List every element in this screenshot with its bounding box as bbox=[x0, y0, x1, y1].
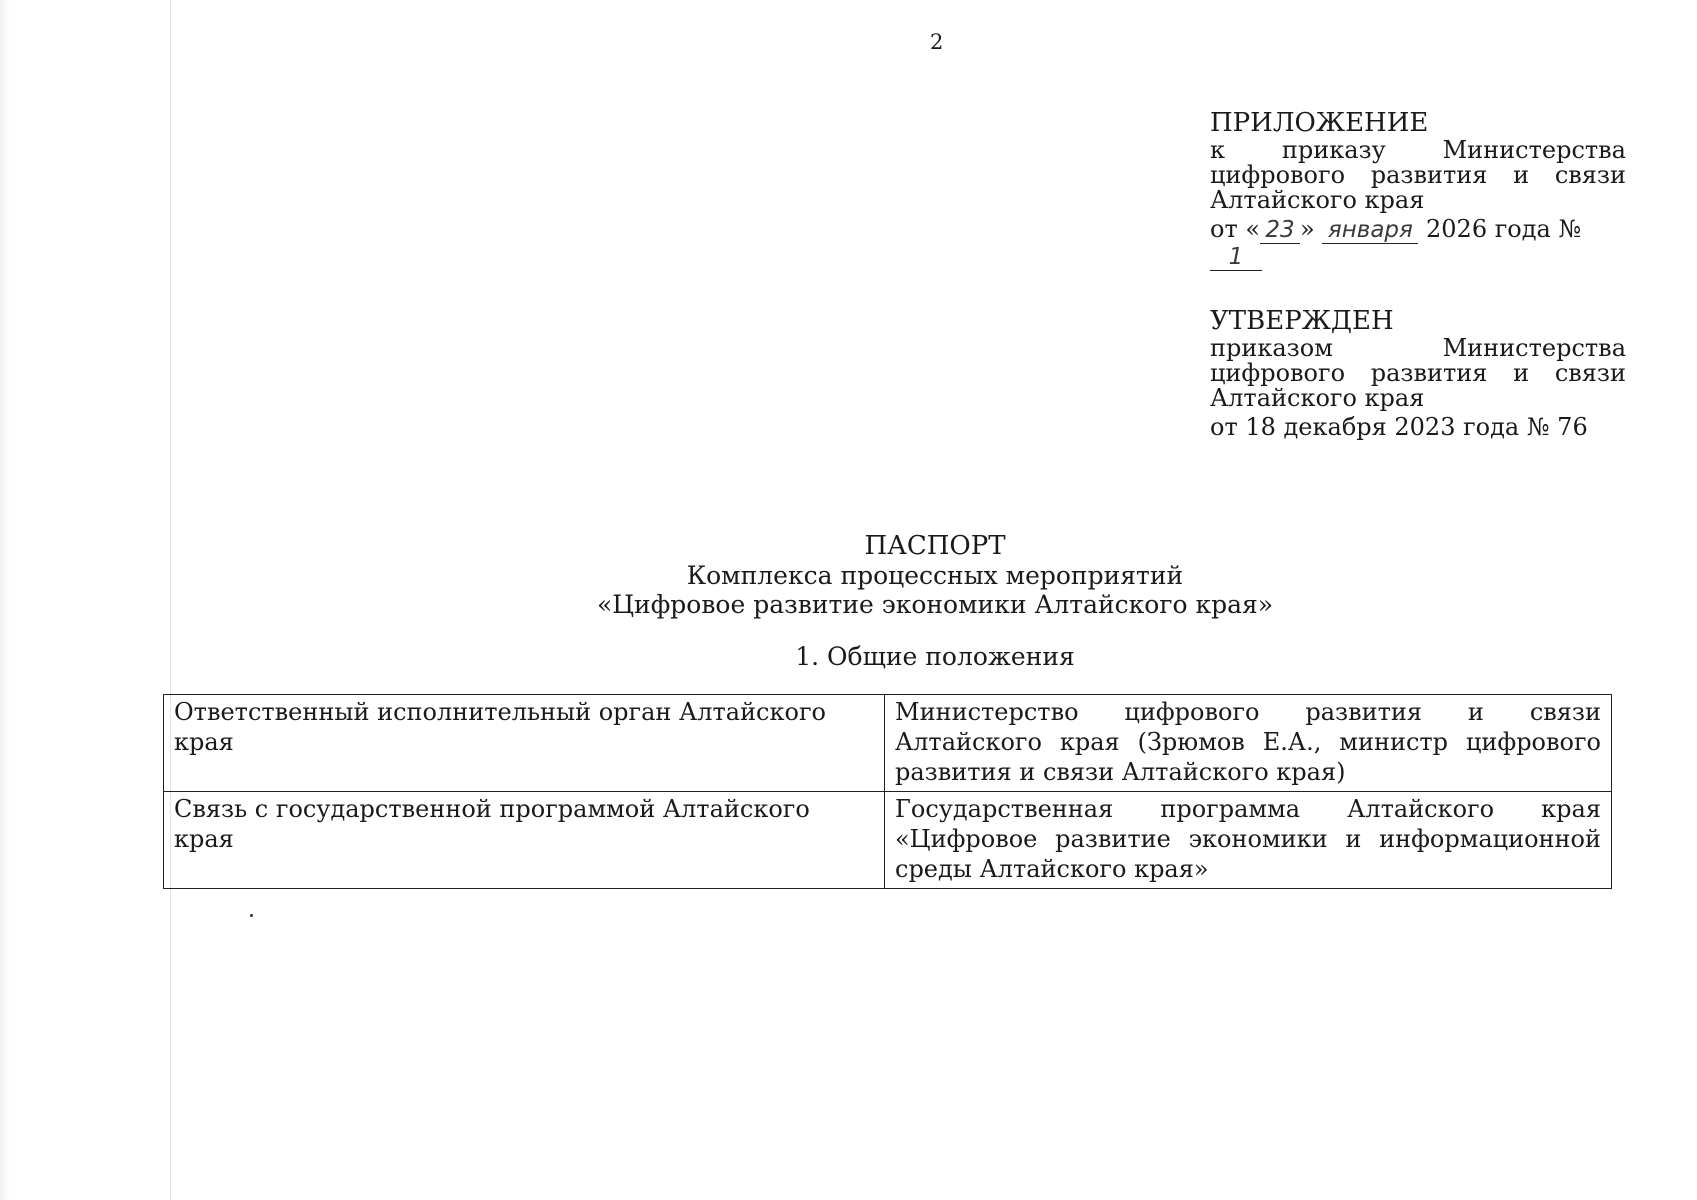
handwritten-number: 1 bbox=[1210, 245, 1262, 271]
section-heading: 1. Общие положения bbox=[795, 642, 1075, 671]
row-value: Министерство цифрового развития и связи Алтайского края (Зрюмов Е.А., министр цифрового развития и связи Алтайского края) bbox=[885, 695, 1612, 792]
general-provisions-table bbox=[163, 694, 1612, 889]
appendix-line-2: цифрового развития и связи bbox=[1210, 161, 1626, 189]
date-prefix: от « bbox=[1210, 215, 1261, 243]
scan-shadow bbox=[0, 0, 10, 1200]
row-value: Государственная программа Алтайского края «Цифровое развитие экономики и информационной среды Алтайского края» bbox=[885, 792, 1612, 889]
appendix-heading: ПРИЛОЖЕНИЕ bbox=[1210, 108, 1429, 138]
appendix-line-3: Алтайского края bbox=[1210, 186, 1425, 214]
approved-line-1: приказом Министерства bbox=[1210, 334, 1626, 362]
title-main: ПАСПОРТ bbox=[864, 531, 1006, 561]
table-row bbox=[164, 792, 1612, 889]
approved-line-4: от 18 декабря 2023 года № 76 bbox=[1210, 413, 1588, 441]
page-number: 2 bbox=[930, 30, 944, 54]
approved-line-3: Алтайского края bbox=[1210, 384, 1425, 412]
appendix-block bbox=[1210, 108, 1626, 271]
approved-block bbox=[1210, 306, 1626, 440]
date-suffix: 2026 года № bbox=[1426, 215, 1582, 243]
table-row bbox=[164, 695, 1612, 792]
appendix-line-1: к приказу Министерства bbox=[1210, 136, 1626, 164]
title-line-3: «Цифровое развитие экономики Алтайского края» bbox=[596, 590, 1274, 619]
row-label: Ответственный исполнительный орган Алтайского края bbox=[164, 695, 885, 792]
row-label: Связь с государственной программой Алтайского края bbox=[164, 792, 885, 889]
handwritten-month: января bbox=[1322, 218, 1418, 244]
document-title bbox=[160, 532, 1697, 619]
approved-heading: УТВЕРЖДЕН bbox=[1210, 306, 1394, 336]
appendix-date-line bbox=[1210, 217, 1626, 271]
title-line-2: Комплекса процессных мероприятий bbox=[686, 561, 1184, 590]
date-mid: » bbox=[1300, 215, 1315, 243]
approved-line-2: цифрового развития и связи bbox=[1210, 359, 1626, 387]
handwritten-day: 23 bbox=[1260, 218, 1300, 244]
scan-speck bbox=[250, 914, 253, 917]
